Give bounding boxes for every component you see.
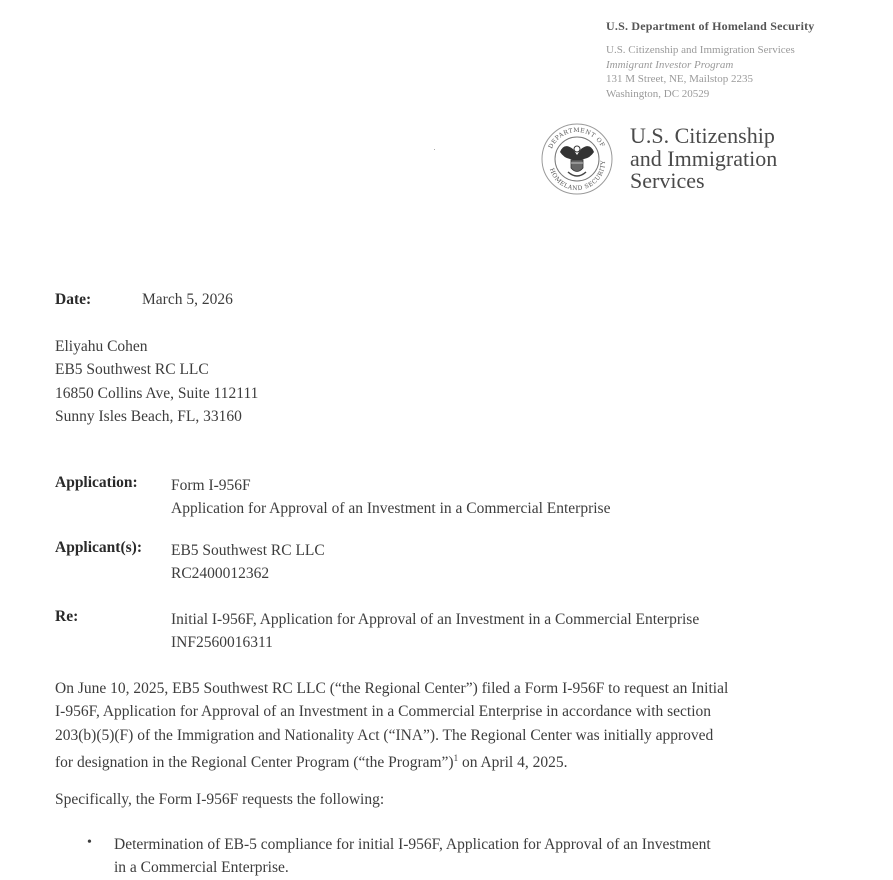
scan-speck — [434, 149, 435, 150]
address-line-city: Washington, DC 20529 — [606, 87, 710, 100]
re-label: Re: — [55, 608, 79, 625]
bullet-line: Determination of EB-5 compliance for initial I-956F, Application for Approval of an Investment — [114, 836, 711, 853]
application-form: Form I-956F — [171, 477, 251, 494]
recipient-city: Sunny Isles Beach, FL, 33160 — [55, 407, 242, 425]
application-label: Application: — [55, 474, 138, 491]
applicant-id: RC2400012362 — [171, 565, 270, 582]
dhs-seal-icon — [540, 122, 614, 196]
paragraph-line: for designation in the Regional Center Program (“the Program”)$^1$ on April 4, 2025. — [55, 752, 568, 771]
address-line-program: Immigrant Investor Program — [606, 58, 734, 71]
application-title: Application for Approval of an Investment in a Commercial Enterprise — [171, 500, 611, 517]
applicant-name: EB5 Southwest RC LLC — [171, 542, 325, 559]
applicants-value — [171, 539, 325, 585]
bullet-icon: • — [87, 835, 92, 850]
date-value: March 5, 2026 — [142, 291, 233, 308]
bullet-line: in a Commercial Enterprise. — [114, 859, 289, 877]
brand-line-1: U.S. Citizenship — [630, 123, 775, 148]
body-paragraph-1 — [55, 677, 815, 774]
paragraph-line: On June 10, 2025, EB5 Southwest RC LLC (“the Regional Center”) filed a Form I-956F to request an Initial — [55, 680, 729, 697]
svg-text:DEPARTMENT OF: DEPARTMENT OF — [547, 126, 606, 150]
date-row — [55, 291, 233, 309]
date-label: Date: — [55, 291, 92, 308]
svg-text:HOMELAND SECURITY: HOMELAND SECURITY — [547, 160, 608, 193]
recipient-company: EB5 Southwest RC LLC — [55, 361, 209, 379]
brand-line-3: Services — [630, 168, 705, 193]
application-value — [171, 474, 610, 520]
uscis-brand-wordmark — [630, 125, 777, 193]
footnote-marker[interactable]: 1 — [453, 752, 459, 763]
address-line-agency: U.S. Citizenship and Immigration Services — [606, 44, 795, 56]
bullet-item — [114, 833, 711, 880]
re-subject: Initial I-956F, Application for Approval of an Investment in a Commercial Enterprise — [171, 611, 700, 628]
body-paragraph-2: Specifically, the Form I-956F requests the following: — [55, 791, 385, 808]
paragraph-line: 203(b)(5)(F) of the Immigration and Nationality Act (“INA”). The Regional Center was initially approved — [55, 726, 714, 744]
brand-line-2: and Immigration — [630, 145, 778, 171]
department-name: U.S. Department of Homeland Security — [606, 19, 815, 33]
re-receipt-number: INF2560016311 — [171, 634, 273, 651]
paragraph-line: I-956F, Application for Approval of an Investment in a Commercial Enterprise in accordance with section — [55, 703, 712, 721]
agency-address-block — [606, 43, 795, 101]
applicants-label: Applicant(s): — [55, 539, 142, 556]
recipient-name: Eliyahu Cohen — [55, 338, 148, 355]
re-value — [171, 608, 699, 654]
recipient-street: 16850 Collins Ave, Suite 112111 — [55, 384, 259, 402]
recipient-address — [55, 335, 258, 428]
address-line-street: 131 M Street, NE, Mailstop 2235 — [606, 73, 753, 85]
